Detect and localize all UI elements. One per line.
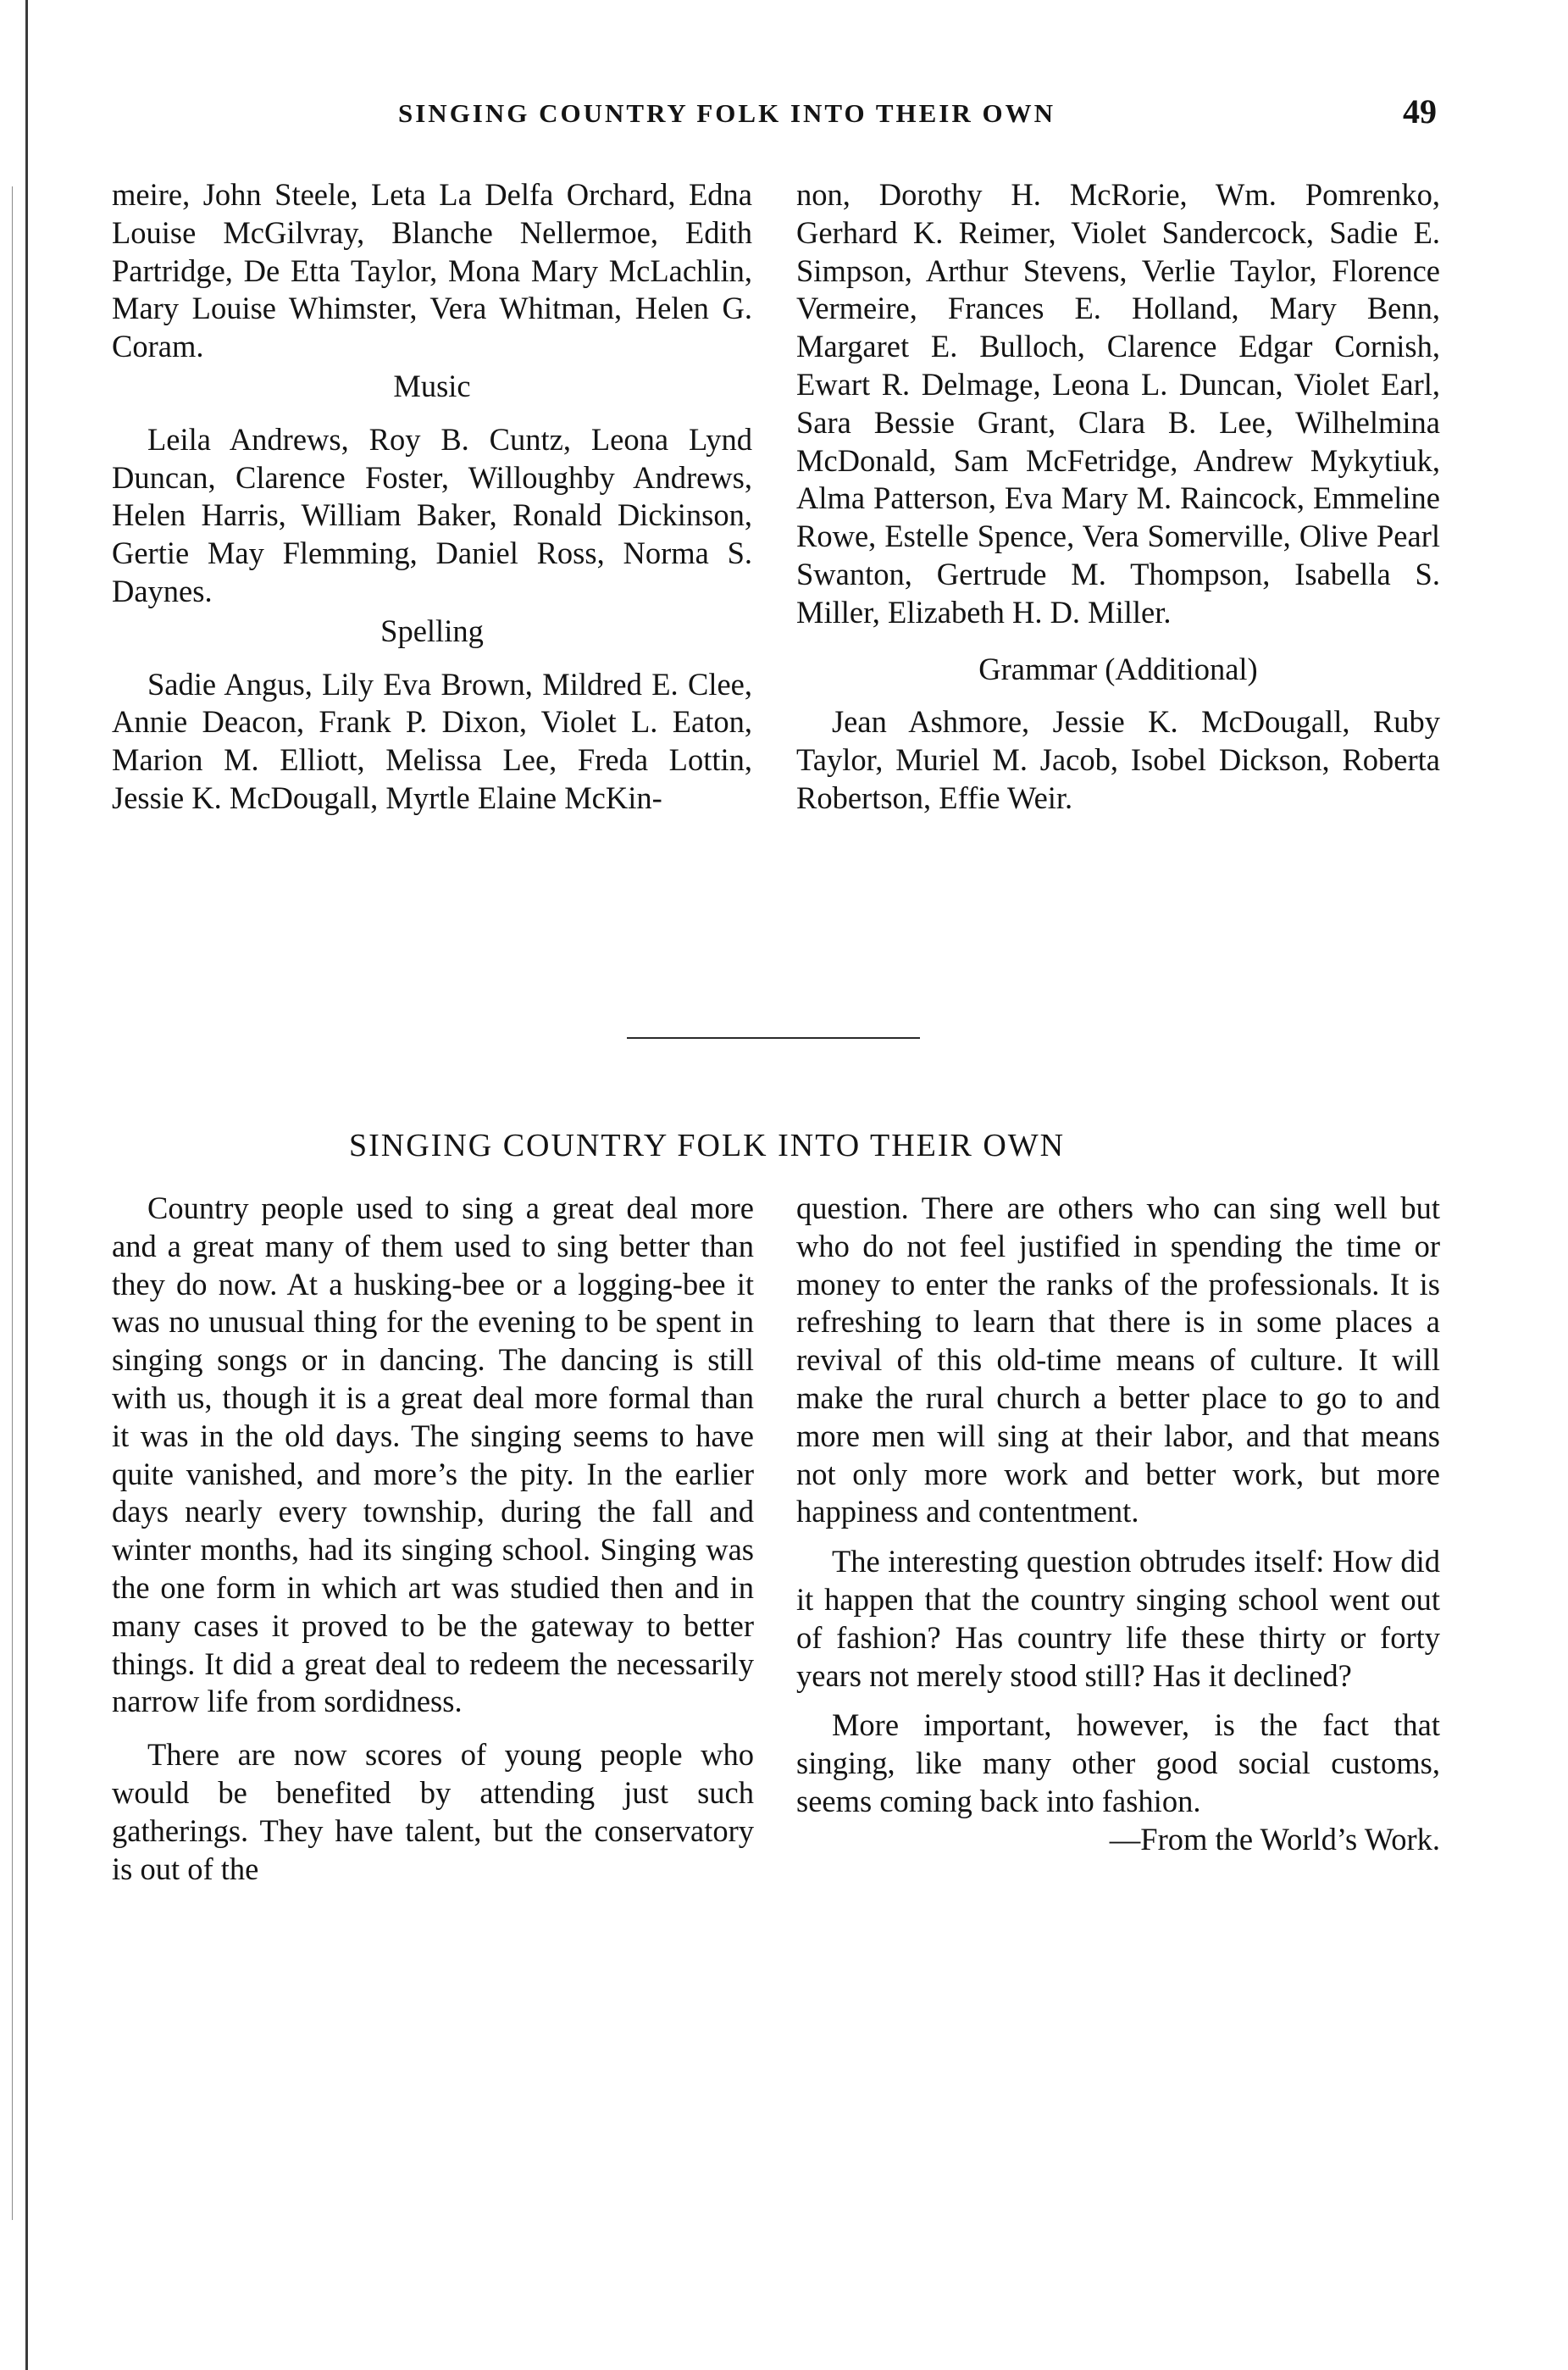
names-continuation: meire, John Steele, Leta La Delfa Orchard, Edna Louise McGilvray, Blanche Nellermoe, Edith Partridge, De Etta Taylor, Mona Mary McLachlin, Mary Louise Whimster, Vera Whitman, Helen G. Coram. [112,177,752,364]
article-right-column [796,1190,1440,1859]
article-paragraph: There are now scores of young people who would be benefited by attending just such gatherings. They have talent, but the conservatory is out of the [112,1737,754,1886]
section-divider [627,1037,920,1039]
page-binding-edge [25,0,28,2370]
article-paragraph: question. There are others who can sing well but who do not feel justified in spending the time or money to enter the ranks of the professionals. It is refreshing to learn that there is in some places a revival of this old-time means of culture. It will make the rural church a better place to go to and more men will sing at their labor, and that means not only more work and better work, but more happiness and contentment. [796,1191,1440,1529]
grammar-heading: Grammar (Additional) [978,651,1258,686]
spelling-names-continued: non, Dorothy H. McRorie, Wm. Pomrenko, Gerhard K. Reimer, Violet Sandercock, Sadie E. Simpson, Arthur Stevens, Verlie Taylor, Florence Vermeire, Frances E. Holland, Mary Benn, Margaret E. Bulloch, Clarence Edgar Cornish, Ewart R. Delmage, Leona L. Duncan, Violet Earl, Sara Bessie Grant, Clara B. Lee, Wilhelmina McDonald, Sam McFetridge, Andrew Mykytiuk, Alma Patterson, Eva Mary M. Raincock, Emmeline Rowe, Estelle Spence, Vera Somerville, Olive Pearl Swanton, Gertrude M. Thompson, Isabella S. Miller, Elizabeth H. D. Miller. [796,177,1440,630]
top-left-column [112,176,752,818]
running-head: SINGING COUNTRY FOLK INTO THEIR OWN [398,98,1055,128]
article-paragraph: More important, however, is the fact that singing, like many other good social customs, seems coming back into fashion. [796,1707,1440,1818]
page-scan-line [12,186,13,2220]
article-title: SINGING COUNTRY FOLK INTO THEIR OWN [349,1128,1066,1163]
article-paragraph: Country people used to sing a great deal more and a great many of them used to sing better than they do now. At a husking-bee or a logging-bee it was no unusual thing for the evening to be spent in singing songs or in dancing. The dancing is still with us, though it is a great deal more formal than it was in the old days. The singing seems to have quite vanished, and more’s the pity. In the earlier days nearly every township, during the fall and winter months, had its singing school. Singing was the one form in which art was studied then and in many cases it proved to be the gateway to better things. It did a great deal to redeem the necessarily narrow life from sordidness. [112,1191,754,1719]
spelling-heading: Spelling [380,613,484,648]
music-heading: Music [393,368,471,403]
article-paragraph: The interesting question obtrudes itself: How did it happen that the country singing school went out of fashion? Has country life these thirty or forty years not merely stood still? Has it declined? [796,1544,1440,1693]
spelling-names: Sadie Angus, Lily Eva Brown, Mildred E. Clee, Annie Deacon, Frank P. Dixon, Violet L. Eaton, Marion M. Elliott, Melissa Lee, Freda Lottin, Jessie K. McDougall, Myrtle Elaine McKin- [112,666,752,815]
article-left-column [112,1190,754,1888]
page-number: 49 [1403,92,1437,130]
top-right-column [796,176,1440,818]
source-attribution: —From the World’s Work. [1109,1821,1440,1857]
grammar-names: Jean Ashmore, Jessie K. McDougall, Ruby Taylor, Muriel M. Jacob, Isobel Dickson, Roberta Robertson, Effie Weir. [796,704,1440,815]
music-names: Leila Andrews, Roy B. Cuntz, Leona Lynd Duncan, Clarence Foster, Willoughby Andrews, Helen Harris, William Baker, Ronald Dickinson, Gertie May Flemming, Daniel Ross, Norma S. Daynes. [112,421,752,608]
